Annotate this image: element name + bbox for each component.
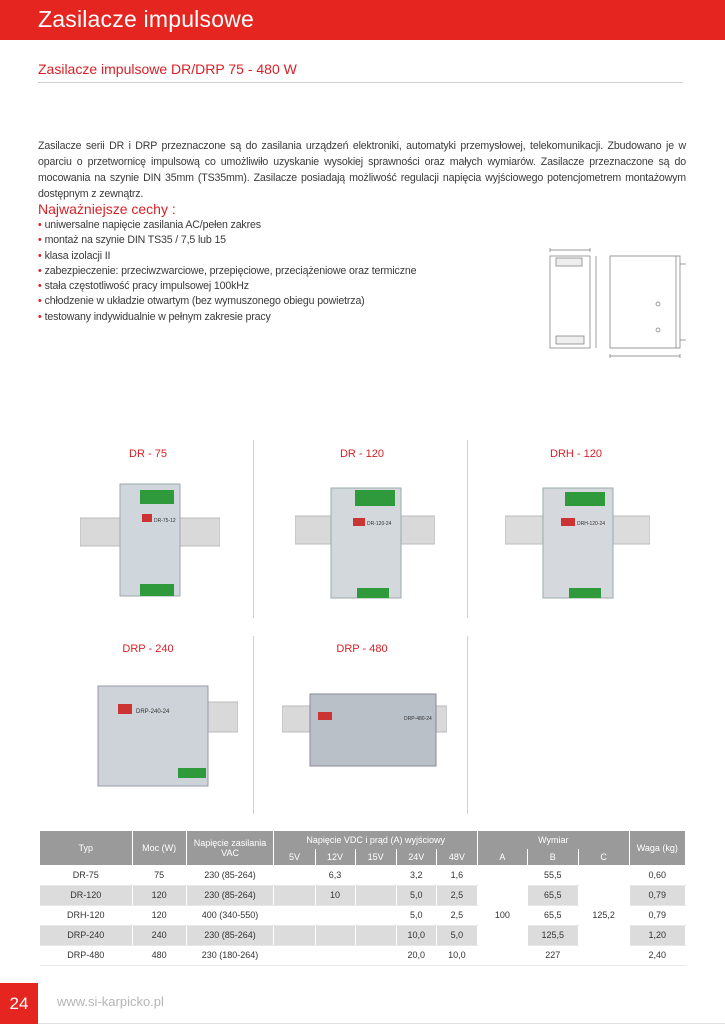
cell-48v: 5,0 <box>436 925 477 945</box>
cell-moc: 240 <box>132 925 186 945</box>
header-12v: 12V <box>315 849 355 865</box>
cell-24v: 20,0 <box>396 945 436 965</box>
cell-12v: 10 <box>315 885 355 905</box>
header-dim-c: C <box>578 849 629 865</box>
product-image-drp480 <box>282 690 447 770</box>
top-header-bar <box>0 0 725 40</box>
subtitle-divider <box>38 82 683 83</box>
cell-typ: DR-120 <box>40 885 132 905</box>
spec-table <box>40 831 686 966</box>
product-label-dr120: DR - 120 <box>339 448 385 460</box>
cell-dim-b: 227 <box>527 945 578 965</box>
cell-nap: 230 (85-264) <box>186 885 274 905</box>
product-label-drp480: DRP - 480 <box>336 643 388 655</box>
features-list <box>38 218 416 325</box>
page-number: 24 <box>9 994 29 1013</box>
product-label-dr75: DR - 75 <box>129 448 167 460</box>
cell-48v: 10,0 <box>436 945 477 965</box>
column-divider <box>253 440 254 618</box>
feature-item: • uniwersalne napięcie zasilania AC/pełen zakres <box>38 218 416 233</box>
cell-12v <box>315 905 355 925</box>
product-image-dr120 <box>295 482 435 602</box>
footer-website-link[interactable]: www.si-karpicko.pl <box>57 994 164 1009</box>
feature-item: • chłodzenie w układzie otwartym (bez wymuszonego obiegu powietrza) <box>38 294 416 309</box>
cell-5v <box>274 905 315 925</box>
cell-12v <box>315 945 355 965</box>
cell-waga: 0,60 <box>629 865 685 885</box>
cell-5v <box>274 885 315 905</box>
header-napiecie: Napięcie zasilania VAC <box>186 831 274 865</box>
cell-dim-b: 55,5 <box>527 865 578 885</box>
product-image-dr75 <box>80 480 220 600</box>
cell-12v: 6,3 <box>315 865 355 885</box>
cell-moc: 75 <box>132 865 186 885</box>
product-model-dr120: DR-120-24 <box>367 521 392 527</box>
cell-15v <box>355 945 396 965</box>
cell-24v: 5,0 <box>396 885 436 905</box>
cell-waga: 2,40 <box>629 945 685 965</box>
product-model-drp480: DRP-480-24 <box>404 716 432 722</box>
feature-item: • stała częstotliwość pracy impulsowej 100kHz <box>38 279 416 294</box>
cell-48v: 2,5 <box>436 905 477 925</box>
cell-15v <box>355 925 396 945</box>
product-model-drp240: DRP-240-24 <box>136 709 170 715</box>
cell-24v: 5,0 <box>396 905 436 925</box>
section-subtitle: Zasilacze impulsowe DR/DRP 75 - 480 W <box>38 61 297 77</box>
feature-item: • zabezpieczenie: przeciwzwarciowe, przepięciowe, przeciążeniowe oraz termiczne <box>38 264 416 279</box>
cell-48v: 2,5 <box>436 885 477 905</box>
product-image-drp240 <box>88 682 238 794</box>
header-moc: Moc (W) <box>132 831 186 865</box>
page-number-bar <box>0 983 38 1024</box>
cell-dim-a: 100 <box>477 865 527 965</box>
cell-waga: 1,20 <box>629 925 685 945</box>
header-output: Napięcie VDC i prąd (A) wyjściowy <box>274 831 478 849</box>
cell-12v <box>315 925 355 945</box>
cell-nap: 400 (340-550) <box>186 905 274 925</box>
header-15v: 15V <box>355 849 396 865</box>
cell-dim-b: 65,5 <box>527 905 578 925</box>
header-wymiar: Wymiar <box>477 831 629 849</box>
cell-typ: DR-75 <box>40 865 132 885</box>
cell-15v <box>355 865 396 885</box>
cell-5v <box>274 865 315 885</box>
cell-24v: 10,0 <box>396 925 436 945</box>
cell-48v: 1,6 <box>436 865 477 885</box>
feature-item: • montaż na szynie DIN TS35 / 7,5 lub 15 <box>38 233 416 248</box>
header-dim-b: B <box>527 849 578 865</box>
cell-moc: 120 <box>132 885 186 905</box>
column-divider <box>253 636 254 814</box>
header-dim-a: A <box>477 849 527 865</box>
cell-typ: DRH-120 <box>40 905 132 925</box>
cell-5v <box>274 945 315 965</box>
cell-typ: DRP-240 <box>40 925 132 945</box>
cell-15v <box>355 905 396 925</box>
product-model-drh120: DRH-120-24 <box>577 521 606 527</box>
page-title: Zasilacze impulsowe <box>38 6 254 32</box>
feature-item: • testowany indywidualnie w pełnym zakresie pracy <box>38 310 416 325</box>
cell-nap: 230 (85-264) <box>186 925 274 945</box>
cell-15v <box>355 885 396 905</box>
cell-5v <box>274 925 315 945</box>
header-waga: Waga (kg) <box>629 831 685 865</box>
cell-nap: 230 (180-264) <box>186 945 274 965</box>
cell-dim-b: 65,5 <box>527 885 578 905</box>
features-title: Najważniejsze cechy : <box>38 201 176 217</box>
header-24v: 24V <box>396 849 436 865</box>
feature-item: • klasa izolacji II <box>38 249 416 264</box>
cell-moc: 480 <box>132 945 186 965</box>
cell-nap: 230 (85-264) <box>186 865 274 885</box>
dimension-drawing <box>540 244 690 369</box>
column-divider <box>467 636 468 814</box>
header-5v: 5V <box>274 849 315 865</box>
cell-dim-c: 125,2 <box>578 865 629 965</box>
product-label-drp240: DRP - 240 <box>122 643 174 655</box>
header-typ: Typ <box>40 831 132 865</box>
cell-waga: 0,79 <box>629 885 685 905</box>
cell-24v: 3,2 <box>396 865 436 885</box>
cell-dim-b: 125,5 <box>527 925 578 945</box>
table-row <box>40 865 686 885</box>
cell-typ: DRP-480 <box>40 945 132 965</box>
product-label-drh120: DRH - 120 <box>550 448 602 460</box>
cell-moc: 120 <box>132 905 186 925</box>
intro-paragraph: Zasilacze serii DR i DRP przeznaczone są do zasilania urządzeń elektroniki, automatyki przemysłowej, telekomunikacji. Zbudowano je w oparciu o przetwornicę impulsową co umożliwiło uzyskanie wysokiej sprawności oraz małych wymiarów. Zasilacze przeznaczone są do mocowania na szynie DIN 35mm (TS35mm). Zasilacze posiadają możliwość regulacji napięcia wyjściowego potencjometrem montażowym dostępnym z zewnątrz. <box>38 140 686 200</box>
column-divider <box>467 440 468 618</box>
product-image-drh120 <box>505 486 650 601</box>
product-model-dr75: DR-75-12 <box>154 518 176 524</box>
header-48v: 48V <box>436 849 477 865</box>
cell-waga: 0,79 <box>629 905 685 925</box>
